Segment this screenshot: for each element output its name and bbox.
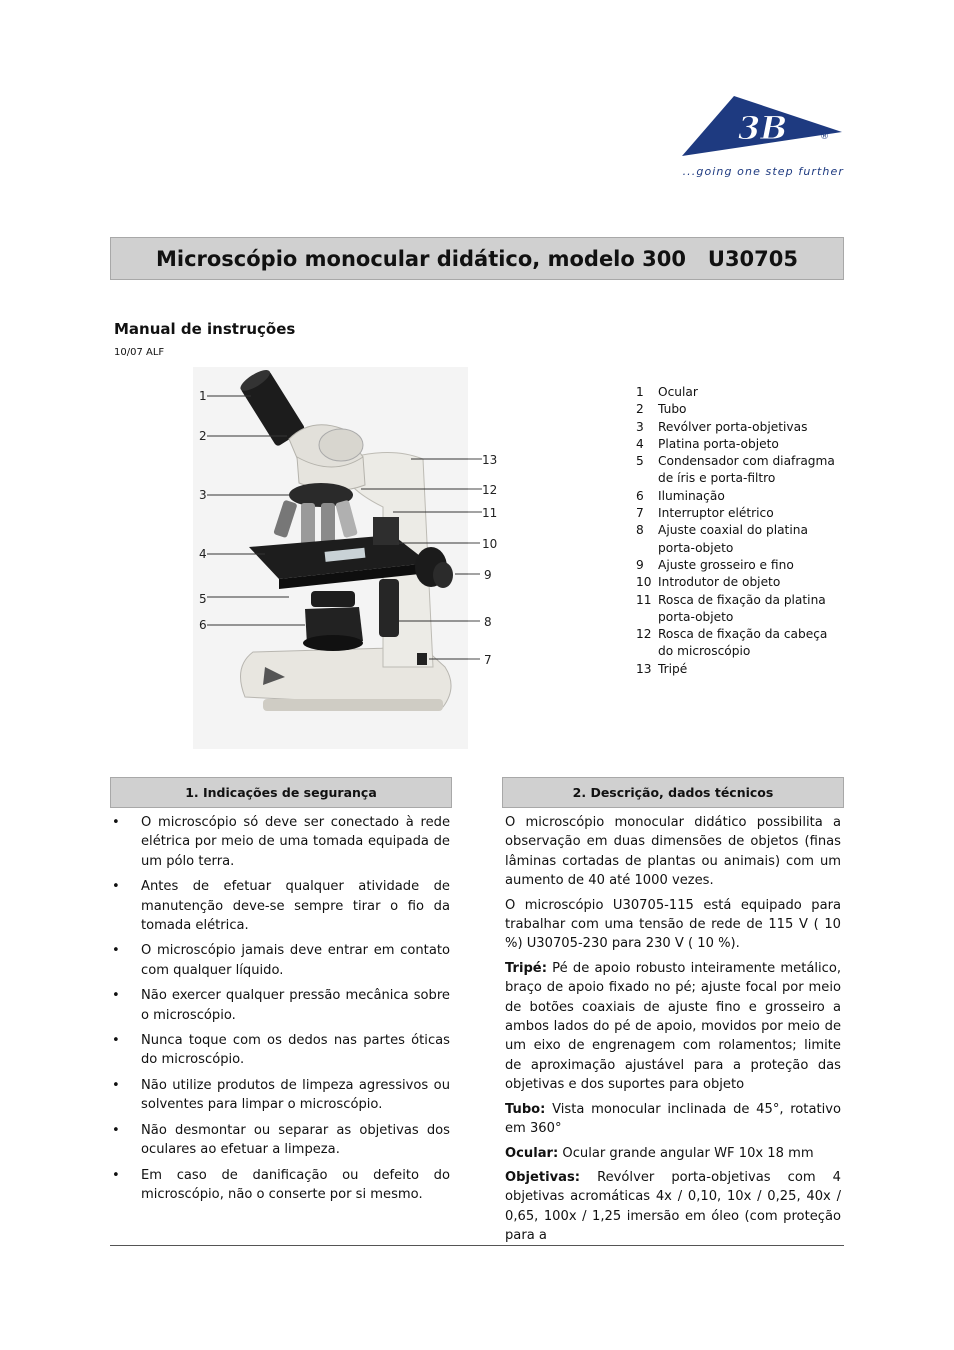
part-label: Condensador com diafragma de íris e porta-filtro	[658, 454, 835, 486]
bullet: •	[112, 1033, 120, 1049]
paragraph-text: O microscópio monocular didático possibilita a observação em duas dimensões de objetos (finas lâminas cortadas de plantas ou animais) com um aumento de 40 até 1000 vezes.	[505, 815, 841, 889]
paragraph-label: Objetivas:	[505, 1169, 581, 1185]
list-item	[110, 986, 450, 1025]
parts-list-item	[636, 592, 846, 627]
list-item	[110, 1031, 450, 1070]
part-label: Rosca de fixação da platina porta-objeto	[658, 592, 826, 624]
part-number: 9	[636, 557, 644, 572]
part-label: Revólver porta-objetivas	[658, 419, 808, 434]
parts-list-item	[636, 557, 846, 574]
parts-list-item	[636, 453, 846, 488]
parts-list-item	[636, 505, 846, 522]
manual-heading: Manual de instruções	[114, 320, 296, 338]
bullet: •	[112, 1167, 120, 1183]
document-title	[156, 247, 798, 271]
section-heading-safety: 1. Indicações de segurança	[110, 777, 452, 808]
title-bar	[110, 237, 844, 280]
parts-list-item	[636, 626, 846, 661]
callout-2: 2	[199, 429, 207, 443]
bullet: •	[112, 1122, 120, 1138]
paragraph	[505, 896, 841, 954]
callout-5: 5	[199, 592, 207, 606]
microscope-figure	[193, 367, 468, 749]
footer-rule	[110, 1245, 844, 1246]
callout-3: 3	[199, 488, 207, 502]
list-item	[110, 877, 450, 935]
paragraph-text: Ocular grande angular WF 10x 18 mm	[558, 1145, 814, 1161]
parts-list-item	[636, 488, 846, 505]
safety-list	[110, 813, 450, 1210]
safety-text: O microscópio jamais deve entrar em contato com qualquer líquido.	[141, 943, 450, 978]
paragraph	[505, 1168, 841, 1246]
safety-text: Em caso de danificação ou defeito do microscópio, não o conserte por si mesmo.	[141, 1167, 450, 1202]
bullet: •	[112, 1077, 120, 1093]
callout-1: 1	[199, 389, 207, 403]
paragraph	[505, 1144, 841, 1163]
parts-list-item	[636, 661, 846, 678]
safety-text: Não utilize produtos de limpeza agressivos ou solventes para limpar o microscópio.	[141, 1077, 450, 1113]
figure-callouts-right	[468, 367, 498, 687]
paragraph-label: Tripé:	[505, 960, 547, 976]
parts-list-item	[636, 574, 846, 591]
part-label: Introdutor de objeto	[658, 575, 781, 590]
paragraph-text: O microscópio U30705-115 está equipado para trabalhar com uma tensão de rede de 115 V ( 10 %) U30705-230 para 230 V ( 10 %).	[505, 897, 841, 952]
parts-list-item	[636, 401, 846, 418]
callout-11: 11	[482, 506, 498, 520]
power-switch	[417, 653, 427, 665]
callout-12: 12	[482, 483, 498, 497]
safety-text: O microscópio só deve ser conectado à rede elétrica por meio de uma tomada equipada de um pólo terra.	[141, 815, 450, 869]
section-heading-description: 2. Descrição, dados técnicos	[502, 777, 844, 808]
list-item	[110, 813, 450, 871]
callout-4: 4	[199, 547, 207, 561]
list-item	[110, 1166, 450, 1205]
part-label: Rosca de fixação da cabeça do microscópio	[658, 627, 828, 659]
part-label: Ocular	[658, 385, 698, 399]
paragraph-label: Ocular:	[505, 1145, 559, 1161]
list-item	[110, 1121, 450, 1160]
paragraph-text: Vista monocular inclinada de 45°, rotativo em 360°	[505, 1101, 841, 1137]
description-text	[505, 813, 841, 1251]
callout-8: 8	[484, 615, 492, 629]
bullet: •	[112, 879, 120, 895]
paragraph	[505, 959, 841, 1095]
part-number: 8	[636, 523, 644, 538]
parts-list	[636, 384, 846, 678]
callout-10: 10	[482, 537, 498, 551]
paragraph-label: Tubo:	[505, 1101, 546, 1117]
logo-text: 3B	[738, 109, 788, 147]
parts-list-item	[636, 384, 846, 401]
part-number: 10	[636, 575, 652, 590]
part-label: Ajuste grosseiro e fino	[658, 557, 794, 572]
part-label: Ajuste coaxial do platina porta-objeto	[658, 523, 808, 555]
parts-list-item	[636, 419, 846, 436]
paragraph-text: Revólver porta-objetivas com 4 objetivas acromáticas 4x / 0,10, 10x / 0,25, 40x / 0,65, 100x / 1,25 imersão em óleo (com proteção para a	[505, 1169, 841, 1244]
safety-text: Antes de efetuar qualquer atividade de manutenção deve-se sempre tirar o fio da tomada elétrica.	[141, 879, 450, 934]
part-number: 5	[636, 454, 644, 469]
parts-list-item	[636, 522, 846, 557]
paragraph	[505, 1100, 841, 1139]
callout-9: 9	[484, 568, 492, 582]
paragraph-text: Pé de apoio robusto inteiramente metálico, braço de apoio fixado no pé; ajuste focal por meio de botões coaxiais de ajuste fino e grosseiro a ambos lados do pé de apoio, movidos por meio de um eixo de engrenagem com rolamentos; limite de aproximação ajustável para a proteção das objetivas e dos suportes para objeto	[505, 960, 841, 1093]
part-number: 6	[636, 488, 644, 503]
logo-tagline: ...going one step further	[682, 165, 844, 178]
product-code: U30705	[707, 246, 799, 271]
part-label: Iluminação	[658, 488, 725, 503]
parts-list-item	[636, 436, 846, 453]
bullet: •	[112, 943, 120, 959]
part-number: 7	[636, 506, 644, 521]
part-label: Interruptor elétrico	[658, 506, 774, 521]
part-number: 3	[636, 419, 644, 434]
product-name: Microscópio monocular didático, modelo 300	[155, 246, 686, 271]
part-number: 12	[636, 627, 652, 642]
part-label: Tubo	[658, 402, 687, 417]
logo-registered-mark: ®	[820, 132, 829, 142]
callout-6: 6	[199, 618, 207, 632]
paragraph	[505, 813, 841, 891]
part-number: 2	[636, 402, 644, 417]
safety-text: Não exercer qualquer pressão mecânica sobre o microscópio.	[141, 988, 450, 1023]
part-number: 13	[636, 661, 652, 676]
part-label: Platina porta-objeto	[658, 436, 779, 451]
part-number: 11	[636, 592, 652, 607]
list-item	[110, 941, 450, 980]
version-code: 10/07 ALF	[114, 347, 165, 358]
bullet: •	[112, 988, 120, 1004]
bullet: •	[112, 815, 120, 830]
safety-text: Não desmontar ou separar as objetivas dos oculares ao efetuar a limpeza.	[141, 1122, 450, 1158]
callout-13: 13	[482, 453, 498, 467]
part-number: 4	[636, 436, 644, 451]
safety-text: Nunca toque com os dedos nas partes óticas do microscópio.	[141, 1033, 450, 1068]
part-label: Tripé	[658, 661, 688, 676]
part-number: 1	[636, 385, 644, 399]
list-item	[110, 1076, 450, 1115]
callout-7: 7	[484, 653, 492, 667]
